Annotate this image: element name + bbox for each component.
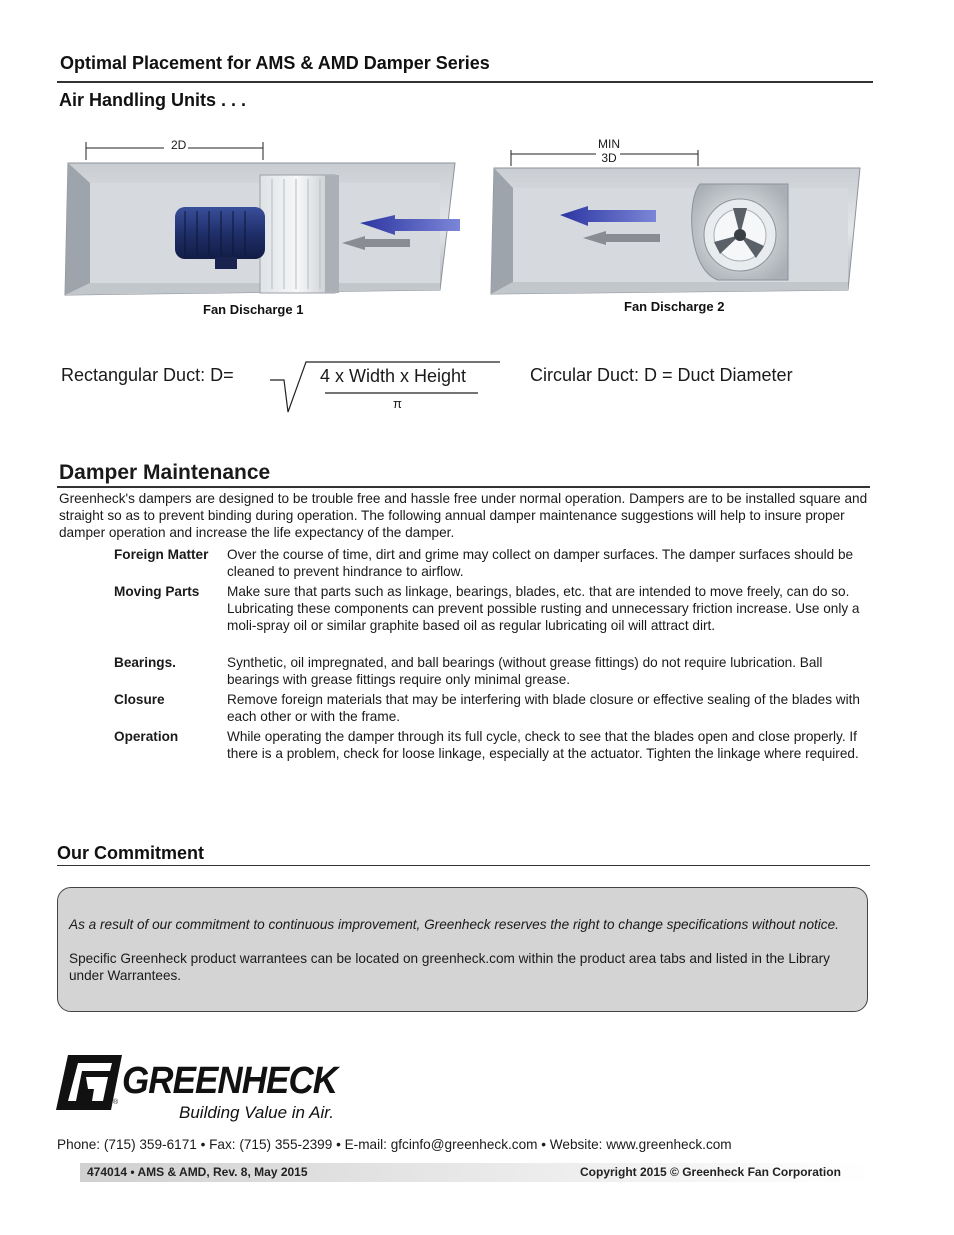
contact-line: Phone: (715) 359-6171 • Fax: (715) 355-2399 • E-mail: gfcinfo@greenheck.com • Website: www.greenheck.com bbox=[57, 1137, 732, 1152]
maintenance-intro: Greenheck's dampers are designed to be trouble free and hassle free under normal operation. Dampers are to be installed square and straight so as to prevent binding during operation. The following annual damper maintenance suggestions will help to insure proper damper operation and increase the life expectancy of the damper. bbox=[59, 491, 868, 540]
maintenance-rule bbox=[57, 486, 870, 488]
commitment-italic-text: As a result of our commitment to continuous improvement, Greenheck reserves the right to change specifications without notice. bbox=[69, 917, 839, 932]
fan-discharge-1-caption: Fan Discharge 1 bbox=[203, 302, 304, 317]
maintenance-item bbox=[114, 691, 874, 725]
maintenance-title: Damper Maintenance bbox=[59, 461, 271, 484]
maintenance-item-label: Closure bbox=[114, 692, 165, 707]
dimension-min-text: MIN bbox=[598, 137, 620, 151]
commitment-text: Specific Greenheck product warrantees can be located on greenheck.com within the product area tabs and listed in the Library under Warrantees. bbox=[69, 951, 830, 983]
circular-duct-formula: Circular Duct: D = Duct Diameter bbox=[530, 365, 793, 385]
commitment-box bbox=[57, 887, 868, 1012]
fan-discharge-2-illustration bbox=[488, 160, 873, 300]
maintenance-item-label: Operation bbox=[114, 729, 179, 744]
formula-denominator: π bbox=[393, 396, 402, 411]
maintenance-item bbox=[114, 728, 874, 762]
commitment-title: Our Commitment bbox=[57, 843, 205, 863]
formula-numerator: 4 x Width x Height bbox=[320, 366, 467, 386]
header-rule bbox=[57, 81, 873, 83]
maintenance-item-text: Remove foreign materials that may be interfering with blade closure or effective sealing of the blades with each other or with the frame. bbox=[227, 692, 860, 724]
rectangular-duct-label: Rectangular Duct: D= bbox=[61, 365, 234, 385]
document-number: 474014 • AMS & AMD, Rev. 8, May 2015 bbox=[87, 1165, 308, 1179]
section-subtitle: Air Handling Units . . . bbox=[59, 90, 247, 110]
greenheck-wordmark: GREENHECK bbox=[122, 1060, 338, 1102]
maintenance-item-label: Bearings. bbox=[114, 655, 176, 670]
maintenance-item-label: Foreign Matter bbox=[114, 547, 209, 562]
maintenance-item bbox=[114, 546, 874, 580]
maintenance-item-text: Make sure that parts such as linkage, bearings, blades, etc. that are intended to move freely, can do so. Lubricating these components can prevent possible rusting and unnecessary friction increase. Use only a moli-spray oil or similar graphite based oil as regular lubricating oil will attract dirt. bbox=[227, 584, 860, 633]
copyright: Copyright 2015 © Greenheck Fan Corporation bbox=[580, 1165, 841, 1179]
maintenance-item bbox=[114, 654, 874, 688]
registered-mark: ® bbox=[113, 1099, 119, 1106]
commitment-rule bbox=[57, 865, 870, 866]
fan-discharge-2-caption: Fan Discharge 2 bbox=[624, 299, 725, 314]
maintenance-item-text: While operating the damper through its full cycle, check to see that the blades open and close properly. If there is a problem, check for loose linkage, especially at the actuator. Tighten the linkage where required. bbox=[227, 729, 859, 761]
maintenance-item-text: Synthetic, oil impregnated, and ball bearings (without grease fittings) do not require lubrication. Ball bearings with grease fittings require only minimal grease. bbox=[227, 655, 823, 687]
logo-tagline: Building Value in Air. bbox=[179, 1103, 334, 1122]
maintenance-item-text: Over the course of time, dirt and grime may collect on damper surfaces. The damper surfaces should be cleaned to prevent hindrance to airflow. bbox=[227, 547, 854, 579]
page-title: Optimal Placement for AMS & AMD Damper Series bbox=[60, 53, 490, 73]
maintenance-item bbox=[114, 583, 874, 634]
dimension-2d-label: 2D bbox=[171, 138, 187, 152]
dimension-min-3d-label bbox=[597, 137, 621, 165]
dimension-3d-text: 3D bbox=[601, 151, 617, 165]
maintenance-item-label: Moving Parts bbox=[114, 584, 200, 599]
